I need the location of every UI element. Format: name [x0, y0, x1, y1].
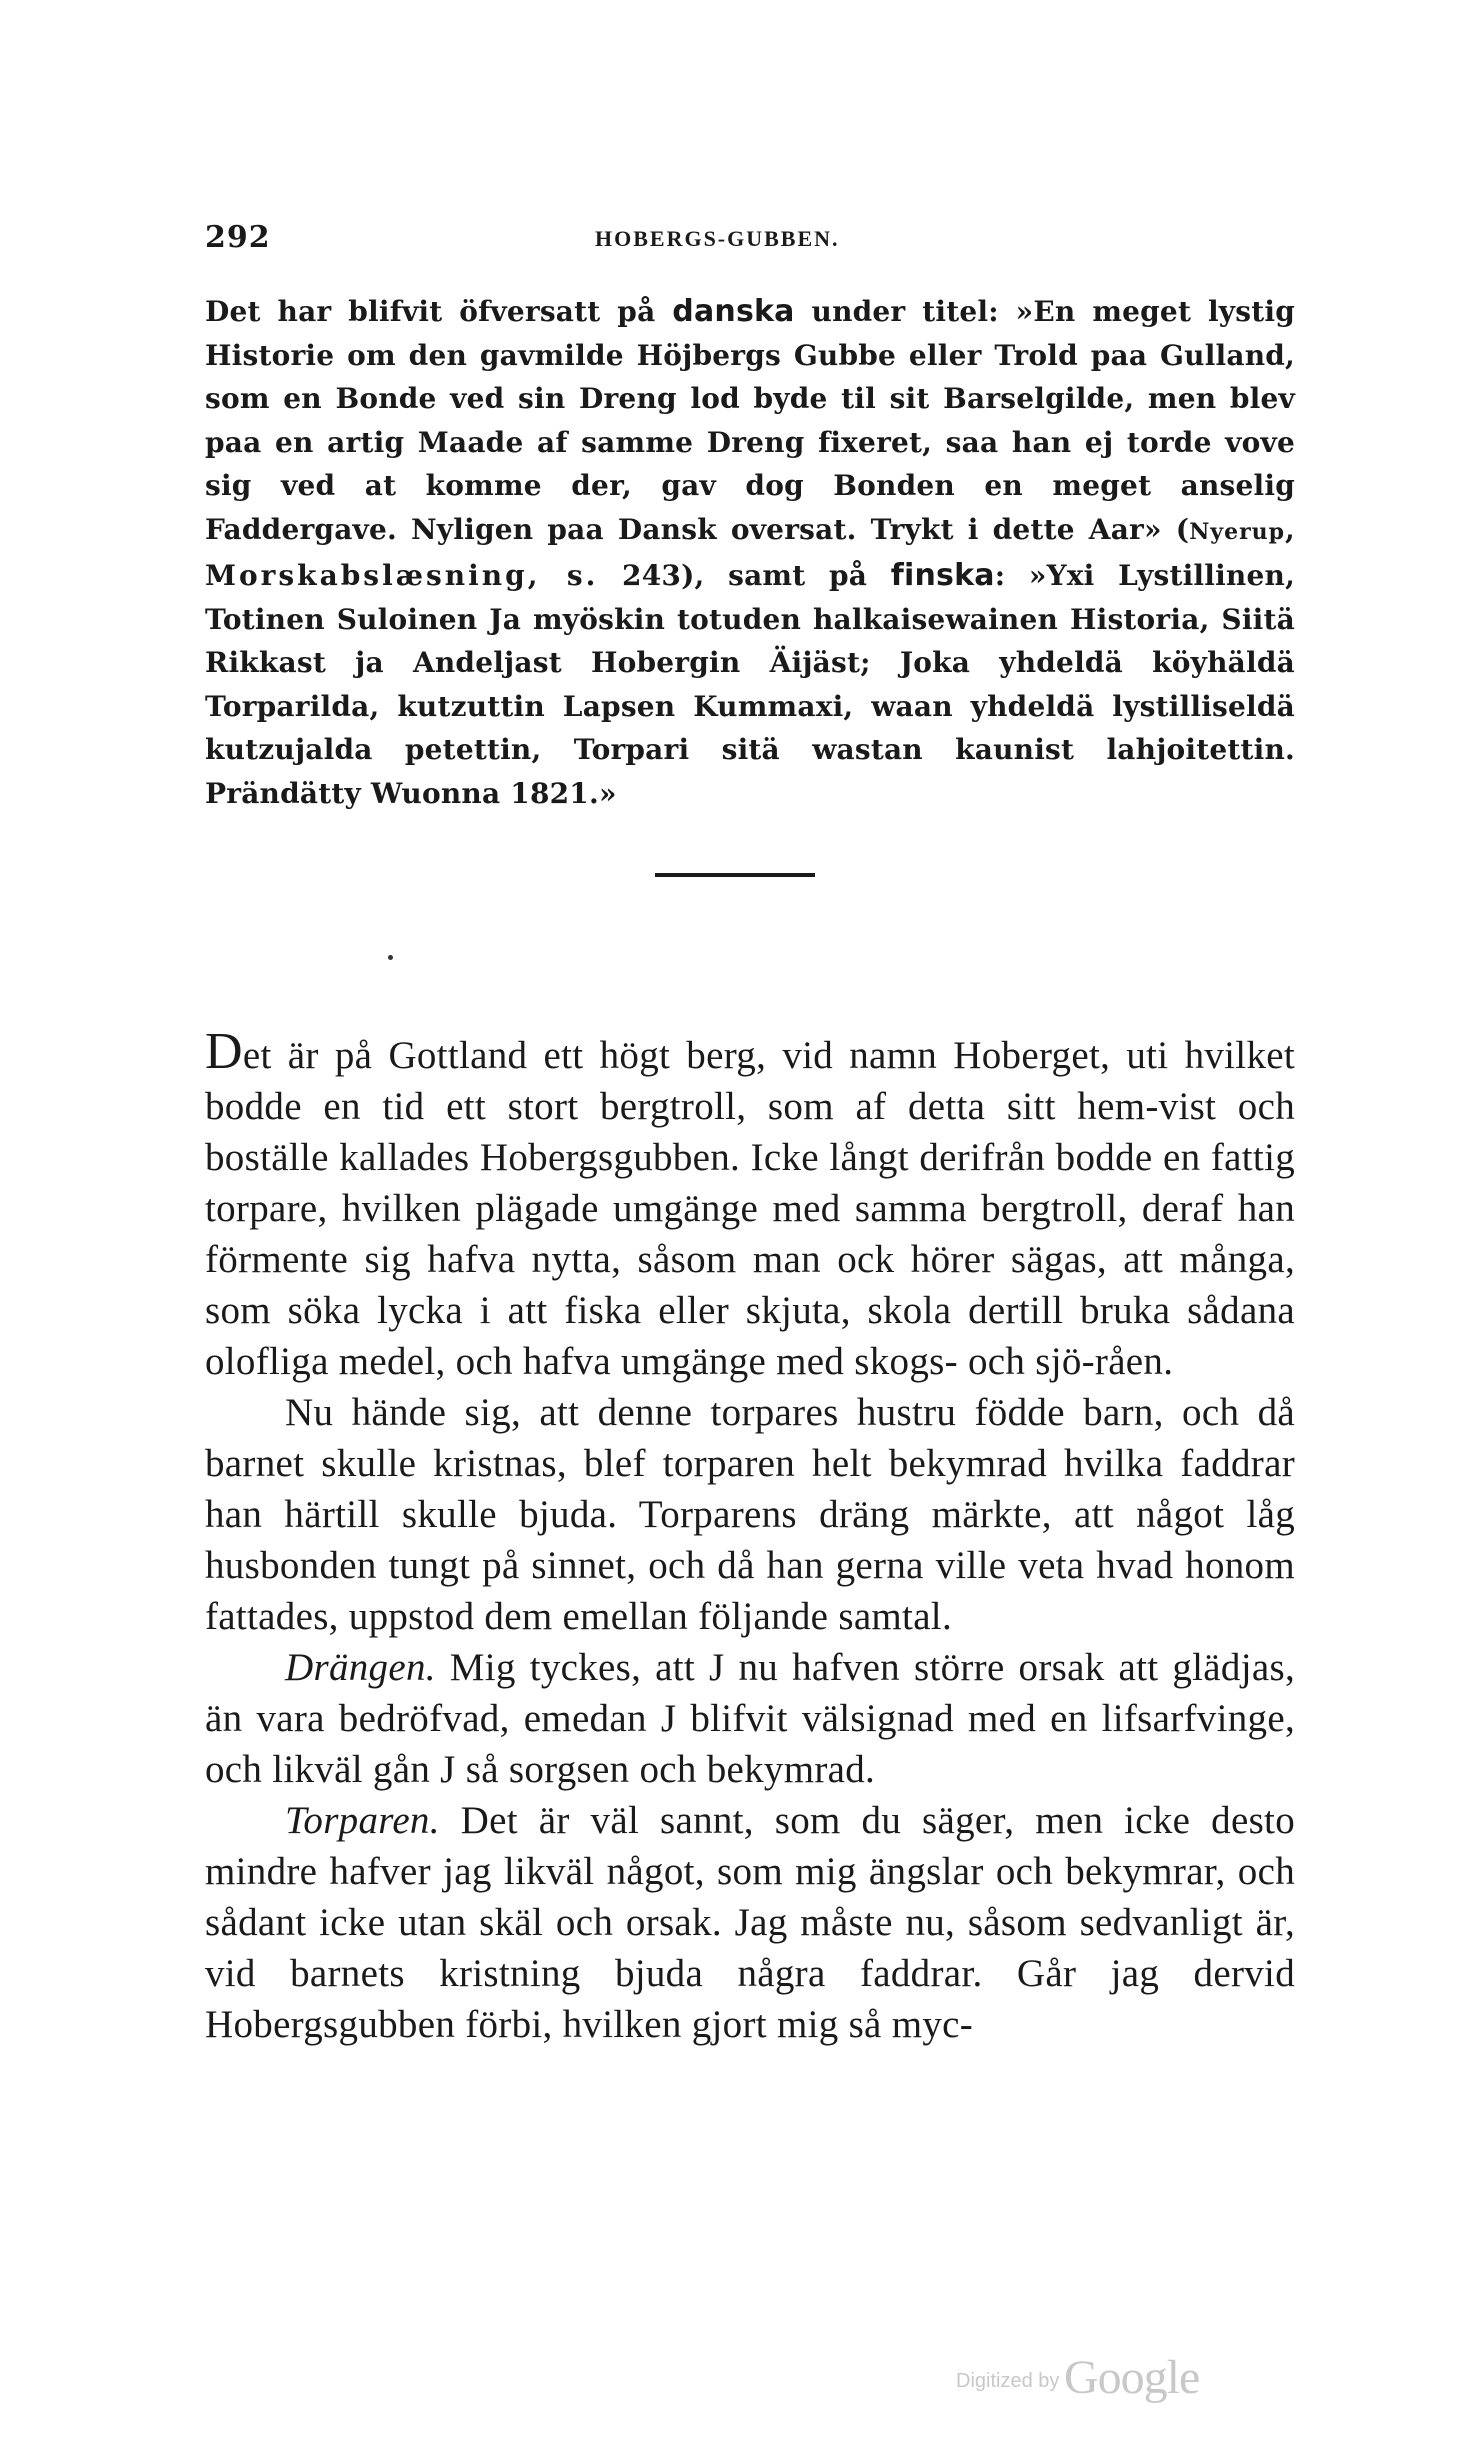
speaker-torparen: Torparen.	[285, 1799, 440, 1842]
page-number: 292	[205, 220, 271, 255]
running-head: HOBERGS-GUBBEN.	[595, 226, 840, 251]
print-speck	[388, 955, 393, 960]
footnote-author: Nyerup	[1189, 518, 1286, 545]
footnote-danska: danska	[672, 294, 795, 329]
digitized-by-label: Digitized by	[956, 2370, 1060, 2392]
paragraph-1	[205, 1023, 1295, 1387]
paragraph-3	[205, 1642, 1295, 1795]
paragraph-1-text: et är på Gottland ett högt berg, vid namn Hoberget, uti hvilket bodde en tid ett stort bergtroll, som af detta sitt hem-vist och boställe kallades Hobergsgubben. Icke långt derifrån bodde en fattig torpare, hvilken plägade umgänge med samma bergtroll, deraf han förmente sig hafva nytta, såsom man ock hörer sägas, att många, som söka lycka i att fiska eller skjuta, skola dertill bruka sådana olofliga medel, och hafva umgänge med skogs- och sjö-råen.	[205, 1034, 1295, 1383]
paragraph-2	[205, 1387, 1295, 1642]
speaker-drangen: Drängen.	[285, 1646, 436, 1689]
paragraph-2-text: Nu hände sig, att denne torpares hustru födde barn, och då barnet skulle kristnas, blef torparen helt bekymrad hvilka faddrar han härtill skulle bjuda. Torparens dräng märkte, att något låg husbonden tungt på sinnet, och då han gerna ville veta hvad honom fattades, uppstod dem emellan följande samtal.	[205, 1391, 1295, 1638]
initial-letter: D	[205, 1023, 243, 1080]
footnote-work-title: Morskabslæsning, s.	[205, 559, 599, 592]
paragraph-3-text: Mig tyckes, att J nu hafven större orsak att glädjas, än vara bedröfvad, emedan J blifvit välsignad med en lifsarfvinge, och likväl gån J så sorgsen och bekymrad.	[205, 1646, 1295, 1791]
footnote-finska: finska	[890, 558, 995, 593]
footnote-text-3: ,	[1285, 512, 1295, 546]
google-logo: Google	[1064, 2351, 1200, 2404]
paragraph-4-text: Det är väl sannt, som du säger, men icke desto mindre hafver jag likväl något, som mig ängslar och bekymrar, och sådant icke utan skäl och orsak. Jag måste nu, såsom sedvanligt är, vid barnets kristning bjuda några faddrar. Går jag dervid Hobergsgubben förbi, hvilken gjort mig så myc-	[205, 1799, 1295, 2046]
paragraph-4	[205, 1795, 1295, 2050]
footnote-text-4: 243), samt på	[598, 559, 891, 592]
footnote-text-5: : »Yxi Lystillinen, Totinen Suloinen Ja myöskin totuden halkaisewainen Historia, Siitä Rikkast ja Andeljast Hobergin Äijäst; Joka yhdeldä köyhäldä Torparilda, kutzuttin Lapsen Kummaxi, waan yhdeldä lystilliseldä kutzujalda petettin, Torpari sitä wastan kaunist lahjoitettin. Prändätty Wuonna 1821.»	[205, 559, 1296, 810]
section-divider	[655, 873, 815, 877]
footnote-text-2: under titel: »En meget lystig Historie om den gavmilde Höjbergs Gubbe eller Trold paa Gulland, som en Bonde ved sin Dreng lod byde til sit Barselgilde, men blev paa en artig Maade af samme Dreng fixeret, saa han ej torde vove sig ved at komme der, gav dog Bonden en meget anselig Faddergave. Nyligen paa Dansk oversat. Trykt i dette Aar» (	[205, 295, 1295, 546]
page-header	[205, 220, 1295, 260]
footnote	[205, 290, 1295, 815]
footnote-text-1: Det har blifvit öfversatt på	[205, 295, 673, 328]
main-text	[205, 1023, 1295, 2050]
google-watermark	[956, 2350, 1256, 2410]
